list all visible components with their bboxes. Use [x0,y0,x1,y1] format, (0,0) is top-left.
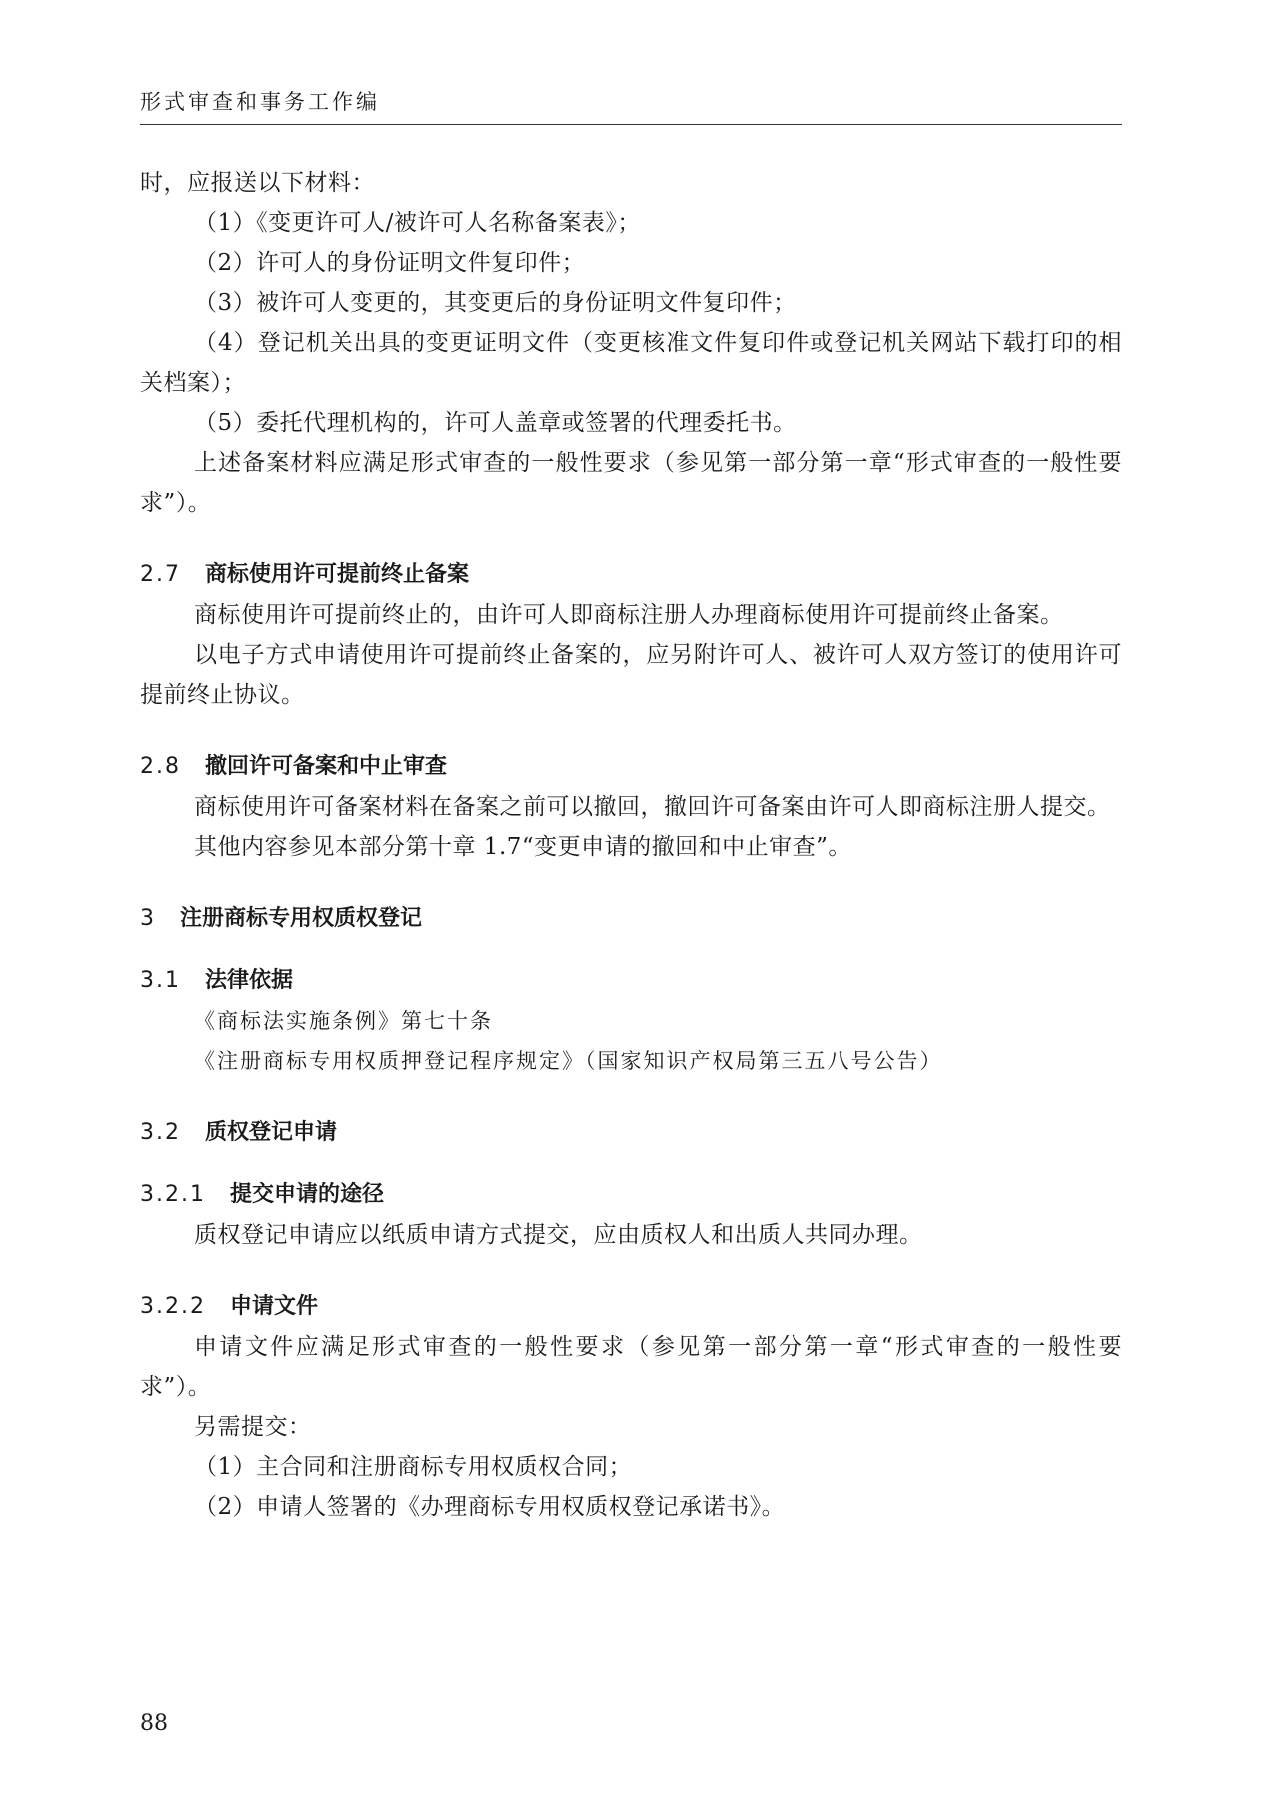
paragraph: 时，应报送以下材料： [140,170,375,196]
section-number: 3.2 [140,1120,181,1145]
spacer [140,1153,1122,1175]
paragraph: （2）申请人签署的《办理商标专用权质权登记承诺书》。 [194,1494,786,1520]
paragraph: 另需提交： [194,1414,312,1440]
running-header: 形式审查和事务工作编 [140,90,380,114]
paragraph: 其他内容参见本部分第十章 1.7“变更申请的撤回和中止审查”。 [194,834,852,860]
section-title: 商标使用许可提前终止备案 [205,562,470,587]
section-title: 撤回许可备案和中止审查 [205,754,448,779]
spacer [140,523,1122,555]
section-heading [140,555,1122,595]
spacer [140,939,1122,961]
section-number: 3.2.2 [140,1294,206,1319]
section-heading [140,1113,1122,1153]
section-title: 质权登记申请 [205,1120,338,1145]
section-number: 3.1 [140,968,181,993]
section-heading [140,961,1122,1001]
section-title: 法律依据 [205,968,294,993]
spacer [140,867,1122,899]
section-heading [140,1287,1122,1327]
paragraph: （4）登记机关出具的变更证明文件（变更核准文件复印件或登记机关网站下载打印的相关档案）； [140,330,1122,396]
section-number: 3.2.1 [140,1182,206,1207]
paragraph: 以电子方式申请使用许可提前终止备案的，应另附许可人、被许可人双方签订的使用许可提前终止协议。 [140,642,1122,708]
page-body [140,163,1122,1527]
paragraph: （1）主合同和注册商标专用权质权合同； [194,1454,633,1480]
section-title: 申请文件 [229,1294,318,1319]
legal-reference: 《注册商标专用权质押登记程序规定》（国家知识产权局第三五八号公告） [194,1049,943,1073]
paragraph: （3）被许可人变更的，其变更后的身份证明文件复印件； [194,290,797,316]
spacer [140,1081,1122,1113]
section-number: 2.8 [140,754,181,779]
paragraph: （5）委托代理机构的，许可人盖章或签署的代理委托书。 [194,410,797,436]
section-number: 2.7 [140,562,181,587]
section-heading [140,1175,1122,1215]
paragraph: 质权登记申请应以纸质申请方式提交，应由质权人和出质人共同办理。 [194,1222,923,1248]
paragraph: 商标使用许可提前终止的，由许可人即商标注册人办理商标使用许可提前终止备案。 [194,602,1064,628]
header-rule [140,124,1122,125]
section-heading [140,747,1122,787]
section-title: 提交申请的途径 [229,1182,384,1207]
section-heading [140,899,1122,939]
paragraph: （2）许可人的身份证明文件复印件； [194,250,586,276]
section-number: 3 [140,906,156,931]
paragraph: 申请文件应满足形式审查的一般性要求（参见第一部分第一章“形式审查的一般性要求”）。 [140,1334,1122,1400]
paragraph: 上述备案材料应满足形式审查的一般性要求（参见第一部分第一章“形式审查的一般性要求”）。 [140,450,1122,516]
paragraph: （1）《变更许可人/被许可人名称备案表》； [194,210,641,236]
page-number: 88 [140,1711,168,1736]
paragraph: 商标使用许可备案材料在备案之前可以撤回，撤回许可备案由许可人即商标注册人提交。 [194,794,1111,820]
section-title: 注册商标专用权质权登记 [180,906,423,931]
spacer [140,715,1122,747]
legal-reference: 《商标法实施条例》第七十条 [194,1009,493,1033]
spacer [140,1255,1122,1287]
